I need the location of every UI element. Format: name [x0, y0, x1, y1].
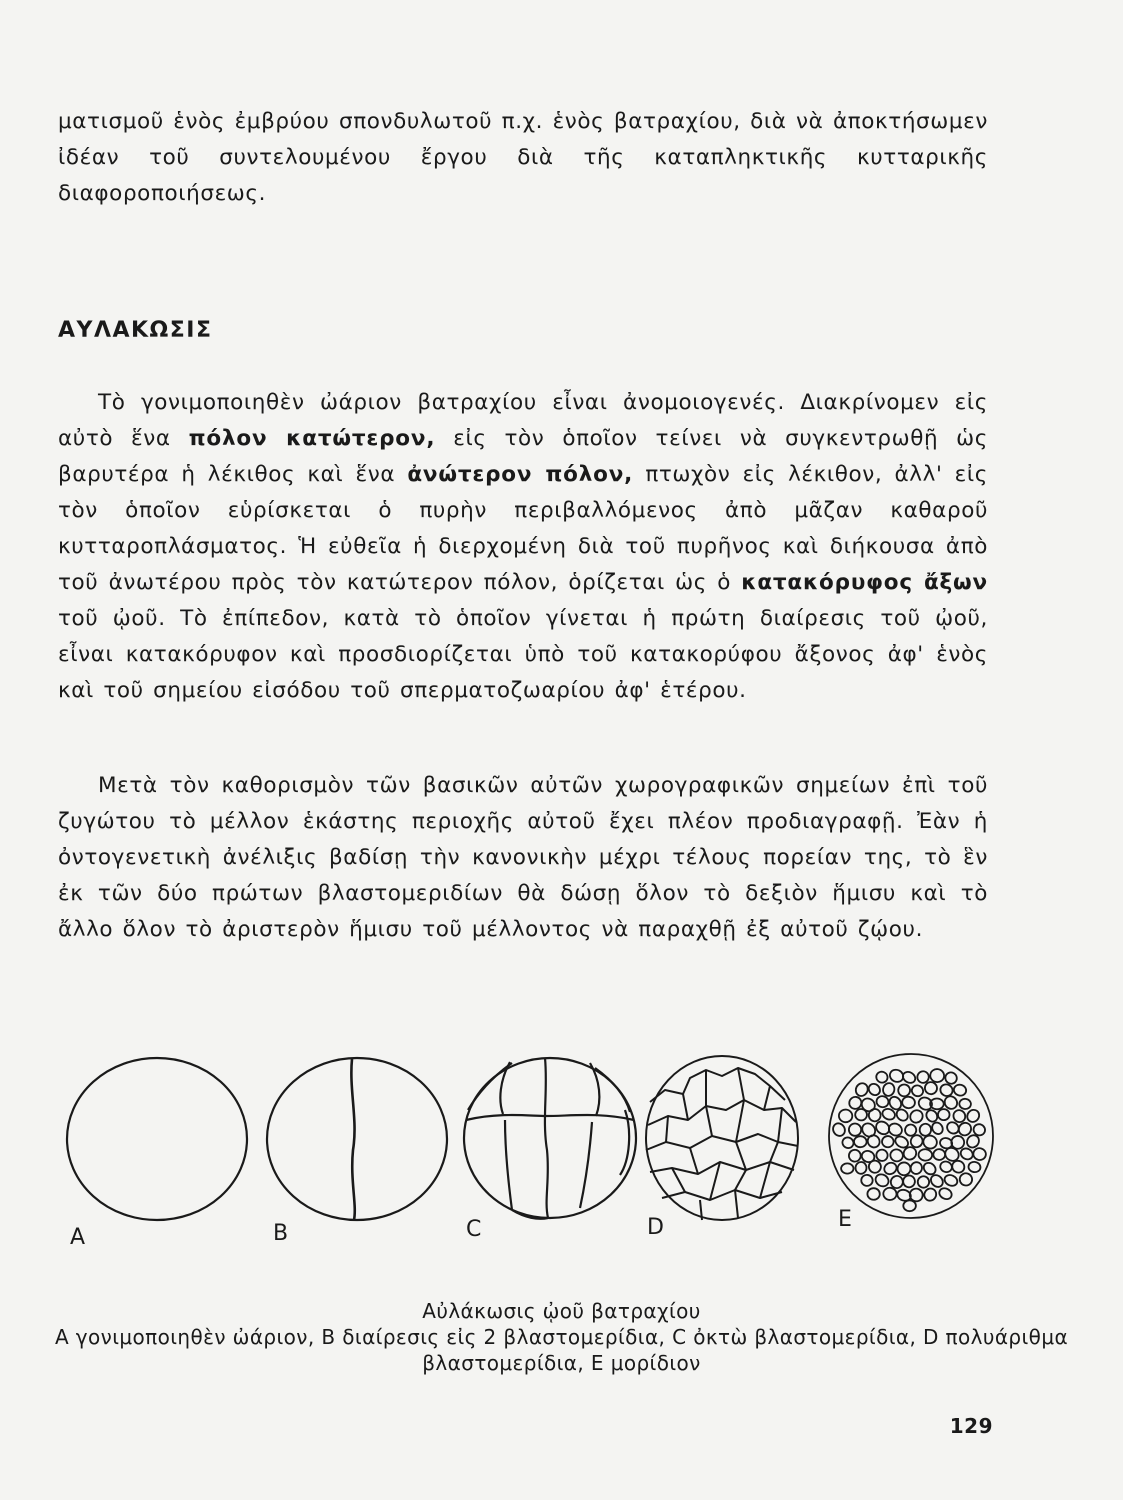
morula-cell	[930, 1068, 945, 1083]
text-run: Τὸ γονιμοποιηθὲν ὠάριον βατραχίου εἶναι ἀνομοιογενές. Διακρίνομεν εἰς αὐτὸ ἕνα	[58, 390, 988, 451]
morula-cell	[831, 1121, 848, 1138]
morula-cell	[933, 1149, 945, 1160]
morula-cell	[848, 1149, 861, 1162]
morula-cell	[910, 1083, 925, 1098]
morula-cell	[938, 1109, 950, 1120]
morula-cell	[968, 1161, 981, 1173]
morula-cell	[859, 1096, 877, 1114]
morula-cell	[939, 1160, 954, 1174]
morula-cell	[958, 1172, 974, 1188]
morula-cell	[953, 1083, 968, 1096]
morula-cell	[937, 1186, 953, 1201]
paragraph-cleavage-poles	[58, 385, 988, 709]
morula-cell	[854, 1136, 867, 1147]
morula-cell	[841, 1135, 856, 1150]
text-run: τοῦ ᾠοῦ. Τὸ ἐπίπεδον, κατὰ τὸ ὁποῖον γίνεται ἡ πρώτη διαίρεσις τοῦ ᾠοῦ, εἶναι κατακόρυφον καὶ προσδιορίζεται ὑπὸ τοῦ κατακορύφου ἄξονος ἀφ' ἑνὸς καὶ τοῦ σημείου εἰσόδου τοῦ σπερματοζωαρίου ἀφ' ἑτέρου.	[58, 606, 988, 703]
morula-cell	[889, 1147, 905, 1163]
egg-c-drawing	[464, 1058, 636, 1219]
morula-cell	[943, 1173, 959, 1188]
morula-cell	[908, 1108, 926, 1126]
egg-d-drawing	[646, 1056, 798, 1220]
page-number: 129	[949, 1414, 993, 1438]
cleavage-figure	[0, 1050, 1123, 1320]
morula-cell	[896, 1083, 912, 1099]
label-a: A	[70, 1225, 86, 1250]
paragraph-continuation: ματισμοῦ ἑνὸς ἐμβρύου σπονδυλωτοῦ π.χ. ἑνὸς βατραχίου, διὰ νὰ ἀποκτήσωμεν ἰδέαν τοῦ συντελουμένου ἔργου διὰ τῆς καταπληκτικῆς κυτταρικῆς διαφοροποιήσεως.	[58, 109, 988, 206]
morula-cell	[883, 1187, 897, 1200]
morula-cell	[922, 1186, 939, 1203]
morula-cell	[874, 1070, 889, 1085]
morula-cell	[838, 1109, 853, 1124]
morula-cell	[868, 1108, 881, 1122]
morula-cell	[901, 1070, 917, 1085]
egg-a-drawing	[67, 1058, 247, 1220]
label-e: E	[838, 1207, 852, 1232]
bold-term-lower-pole: πόλον κατώτερον,	[188, 426, 436, 451]
morula-cell	[972, 1147, 987, 1161]
morula-cell	[909, 1160, 924, 1175]
morula-cell	[903, 1200, 916, 1211]
label-b: B	[273, 1221, 289, 1246]
morula-cell	[882, 1082, 896, 1097]
morula-cell	[959, 1098, 971, 1109]
paragraph-blastomeres: Μετὰ τὸν καθορισμὸν τῶν βασικῶν αὐτῶν χωρογραφικῶν σημείων ἐπὶ τοῦ ζυγώτου τὸ μέλλον ἑκάστης περιοχῆς αὐτοῦ ἔχει πλέον προδιαγραφῇ. Ἐὰν ἡ ὀντογενετικὴ ἀνέλιξις βαδίσῃ τὴν κανονικὴν μέχρι τέλους πορείαν της, τὸ ἓν ἐκ τῶν δύο πρώτων βλαστομεριδίων θὰ δώσῃ ὅλον τὸ δεξιὸν ἥμισυ καὶ τὸ ἄλλο ὅλον τὸ ἀριστερὸν ἥμισυ τοῦ μέλλοντος νὰ παραχθῇ ἐξ αὐτοῦ ζῴου.	[58, 773, 988, 942]
egg-e-drawing	[829, 1054, 993, 1218]
label-d: D	[647, 1215, 664, 1240]
morula-cell	[897, 1162, 910, 1175]
egg-b-drawing	[267, 1058, 447, 1220]
morula-cell	[854, 1081, 870, 1098]
figure-caption	[40, 1298, 1083, 1376]
morula-cell	[930, 1121, 945, 1136]
text-run: εἰς τὸν ὁποῖον τείνει νὰ συγκεντρωθῇ ὡς βαρυτέρα ἡ λέκιθος καὶ ἕνα	[58, 426, 988, 487]
section-heading: ΑΥΛΑΚΩΣΙΣ	[58, 318, 213, 343]
morula-cell	[855, 1161, 867, 1174]
morula-cell	[867, 1188, 880, 1200]
morula-cell	[866, 1082, 882, 1098]
morula-cell	[841, 1163, 853, 1173]
morula-cell	[916, 1174, 931, 1189]
morula-cell	[855, 1109, 868, 1121]
morula-cell	[919, 1123, 932, 1137]
morula-cell	[965, 1107, 982, 1124]
morula-cell	[861, 1174, 873, 1186]
text-run: πτωχὸν εἰς λέκιθον, ἀλλ' εἰς τὸν ὁποῖον εὑρίσκεται ὁ πυρὴν περιβαλλόμενος ἀπὸ μᾶζαν καθαροῦ κυτταροπλάσματος. Ἡ εὐθεῖα ἡ διερχομένη διὰ τοῦ πυρῆνος καὶ διήκουσα ἀπὸ τοῦ ἀνωτέρου πρὸς τὸν κατώτερον πόλον, ὁρίζεται ὡς ὁ	[58, 462, 988, 595]
bold-term-vertical-axis: κατακόρυφος ἄξων	[741, 570, 988, 595]
morula-cell	[882, 1136, 894, 1148]
morula-cell	[875, 1095, 889, 1108]
morula-cell	[902, 1096, 916, 1108]
morula-cell	[882, 1161, 898, 1177]
caption-title: Αὐλάκωσις ᾠοῦ βατραχίου	[422, 1299, 701, 1323]
morula-cell	[918, 1149, 933, 1162]
caption-line-1: Α γονιμοποιηθὲν ὠάριον, Β διαίρεσις εἰς 2 βλαστομερίδια, C ὀκτὼ βλαστομερίδια, D πολυάριθμα βλαστομερίδια, Ε μορίδιον	[54, 1325, 1069, 1375]
label-c: C	[466, 1217, 482, 1242]
bold-term-upper-pole: ἀνώτερον πόλον,	[407, 462, 634, 487]
